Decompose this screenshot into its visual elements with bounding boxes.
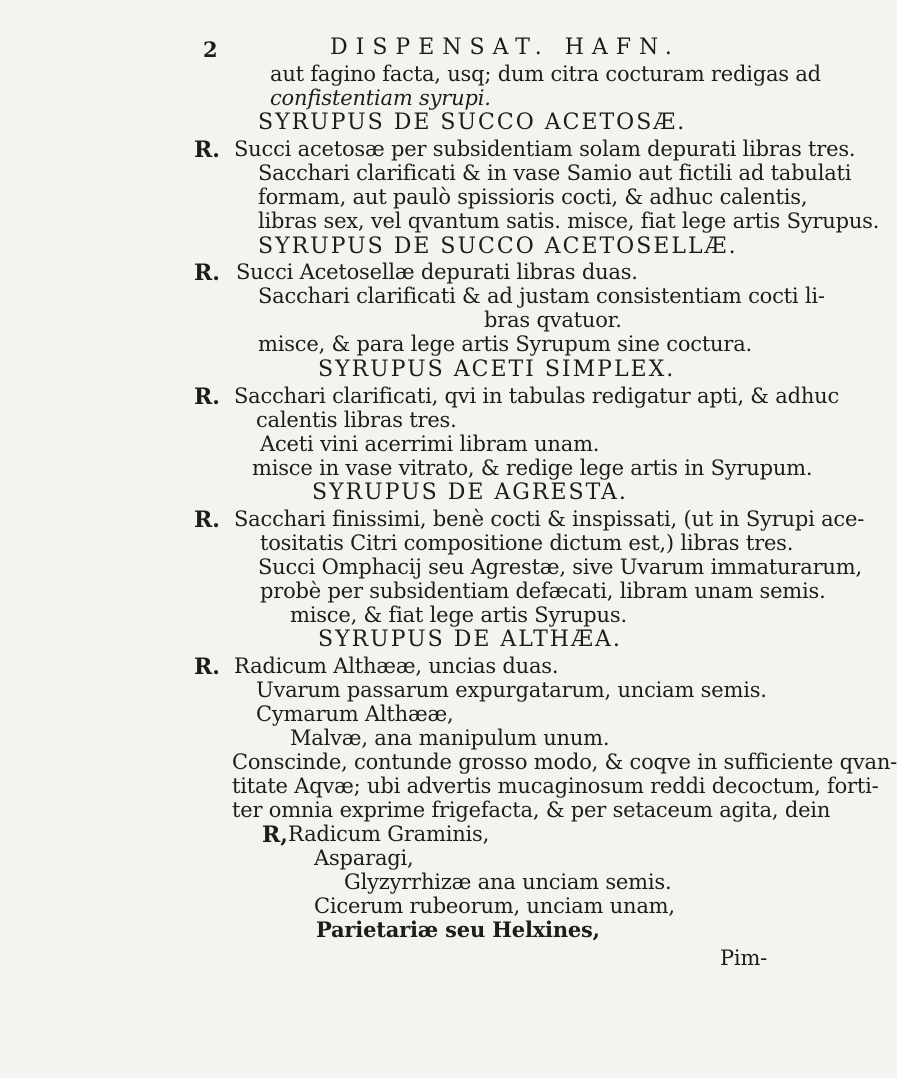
catchword: Pim- [720, 946, 768, 970]
text-line: Radicum Graminis, [288, 822, 490, 846]
recipe-mark: R. [194, 260, 220, 286]
text-line: probè per subsidentiam defæcati, libram unam semis. [260, 579, 826, 603]
text-line: bras qvatuor. [484, 308, 622, 332]
text-line: Sacchari clarificati & in vase Samio aut fictili ad tabulati [258, 161, 852, 185]
running-title: DISPENSAT. HAFN. [330, 35, 680, 60]
text-line: Succi acetosæ per subsidentiam solam depurati libras tres. [234, 137, 856, 161]
text-line: calentis libras tres. [256, 408, 457, 432]
text-line: Glyzyrrhizæ ana unciam semis. [344, 870, 672, 894]
text-line: Parietariæ seu Helxines, [316, 917, 600, 942]
text-line: titate Aqvæ; ubi advertis mucaginosum reddi decoctum, forti- [232, 774, 879, 798]
text-line: aut fagino facta, usq; dum citra cocturam redigas ad [270, 62, 821, 86]
recipe-mark: R. [194, 137, 220, 163]
recipe-mark: R. [194, 384, 220, 410]
page-number: 2 [203, 37, 218, 62]
text-line: Succi Acetosellæ depurati libras duas. [236, 260, 638, 284]
section-heading: SYRUPUS DE AGRESTA. [312, 480, 628, 505]
text-line: Cymarum Althææ, [256, 702, 454, 726]
text-line: Sacchari clarificati, qvi in tabulas redigatur apti, & adhuc [234, 384, 840, 408]
text-line: Cicerum rubeorum, unciam unam, [314, 894, 675, 918]
text-line: Uvarum passarum expurgatarum, unciam semis. [256, 678, 767, 702]
text-line: Sacchari finissimi, benè cocti & inspissati, (ut in Syrupi ace- [234, 507, 865, 531]
text-line: confistentiam syrupi. [270, 86, 491, 110]
text-line: misce, & para lege artis Syrupum sine coctura. [258, 332, 753, 356]
section-heading: SYRUPUS DE SUCCO ACETOSELLÆ. [258, 234, 738, 259]
text-line: tositatis Citri compositione dictum est,) libras tres. [260, 531, 794, 555]
recipe-mark: R. [194, 654, 220, 680]
text-line: Sacchari clarificati & ad justam consistentiam cocti li- [258, 284, 825, 308]
section-heading: SYRUPUS DE ALTHÆA. [318, 627, 622, 652]
text-line: Succi Omphacij seu Agrestæ, sive Uvarum immaturarum, [258, 555, 862, 579]
text-line: libras sex, vel qvantum satis. misce, fiat lege artis Syrupus. [258, 209, 880, 233]
text-line: Malvæ, ana manipulum unum. [290, 726, 610, 750]
text-line: Aceti vini acerrimi libram unam. [260, 432, 600, 456]
text-line: ter omnia exprime frigefacta, & per setaceum agita, dein [232, 798, 831, 822]
text-line: misce in vase vitrato, & redige lege artis in Syrupum. [252, 456, 813, 480]
text-line: Asparagi, [314, 846, 414, 870]
section-heading: SYRUPUS DE SUCCO ACETOSÆ. [258, 110, 687, 135]
text-line: Radicum Althææ, uncias duas. [234, 654, 559, 678]
text-line: misce, & fiat lege artis Syrupus. [290, 603, 627, 627]
recipe-mark: R. [194, 507, 220, 533]
text-line: formam, aut paulò spissioris cocti, & adhuc calentis, [258, 185, 808, 209]
section-heading: SYRUPUS ACETI SIMPLEX. [318, 357, 676, 382]
recipe-mark: R, [262, 822, 288, 848]
text-line: Conscinde, contunde grosso modo, & coqve in sufficiente qvan- [232, 750, 897, 774]
